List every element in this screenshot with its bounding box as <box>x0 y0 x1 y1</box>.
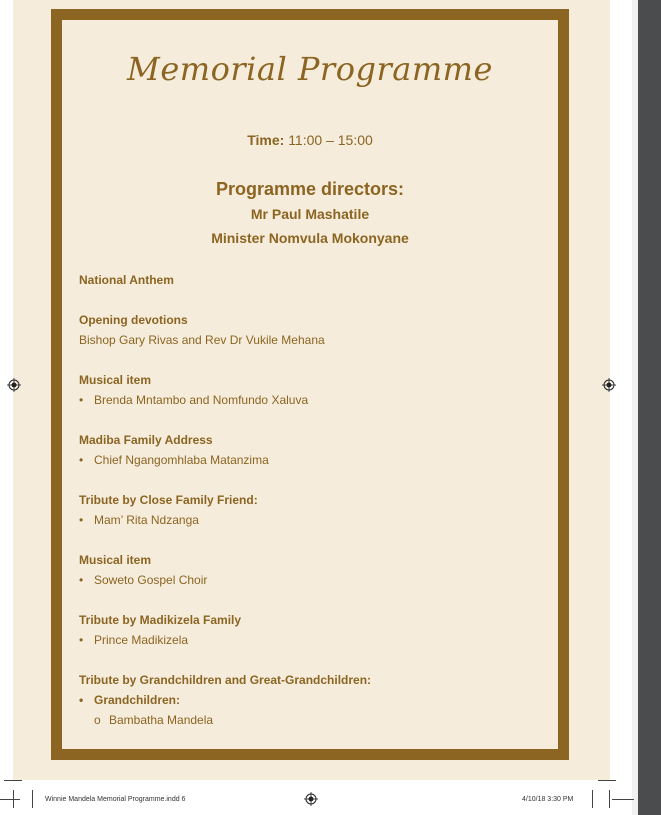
crop-mark <box>598 780 616 781</box>
scrollbar-track[interactable] <box>638 0 661 815</box>
crop-mark <box>0 799 20 800</box>
directors-heading: Programme directors: <box>215 179 405 199</box>
programme-item <box>79 430 549 470</box>
programme-item <box>79 370 549 410</box>
crop-mark <box>612 799 634 800</box>
registration-mark-icon <box>7 378 21 392</box>
slug-timestamp: 4/10/18 3:30 PM <box>522 796 574 803</box>
item-title: Opening devotions <box>79 313 188 327</box>
time-line <box>62 132 558 148</box>
item-title: Tribute by Close Family Friend: <box>79 493 258 507</box>
programme-item <box>79 670 549 730</box>
item-title: National Anthem <box>79 273 174 287</box>
time-value: 11:00 – 15:00 <box>288 132 373 148</box>
item-title: Musical item <box>79 553 152 567</box>
crop-mark <box>4 780 22 781</box>
programme-frame <box>51 9 569 760</box>
time-label: Time: <box>247 132 285 148</box>
crop-mark <box>592 790 593 808</box>
programme-item <box>79 550 549 590</box>
registration-mark-icon <box>304 792 318 806</box>
programme-items <box>79 270 549 750</box>
director-2: Minister Nomvula Mokonyane <box>211 230 409 246</box>
item-bullet: • Prince Madikizela <box>79 630 549 650</box>
registration-mark-icon <box>602 378 616 392</box>
crop-mark <box>32 790 33 808</box>
item-title: Tribute by Grandchildren and Great-Grandchildren: <box>79 673 372 687</box>
item-bullet: • Grandchildren: <box>79 690 549 710</box>
item-bullet: • Mam’ Rita Ndzanga <box>79 510 549 530</box>
programme-item <box>79 490 549 530</box>
item-bullet: • Brenda Mntambo and Nomfundo Xaluva <box>79 390 549 410</box>
programme-item <box>79 270 549 290</box>
item-bullet: • Chief Ngangomhlaba Matanzima <box>79 450 549 470</box>
director-1: Mr Paul Mashatile <box>250 206 370 222</box>
programme-item <box>79 310 549 350</box>
item-bullet: • Soweto Gospel Choir <box>79 570 549 590</box>
programme-item <box>79 610 549 650</box>
crop-mark <box>609 790 610 808</box>
item-text: Bishop Gary Rivas and Rev Dr Vukile Mehana <box>79 333 325 347</box>
item-title: Tribute by Madikizela Family <box>79 613 242 627</box>
slug-filename: Winnie Mandela Memorial Programme.indd 6 <box>45 796 186 803</box>
item-title: Musical item <box>79 373 152 387</box>
page-title: Memorial Programme <box>127 50 493 88</box>
crop-mark <box>13 790 14 808</box>
item-title: Madiba Family Address <box>79 433 213 447</box>
item-sub-bullet: o Bambatha Mandela <box>79 710 549 730</box>
